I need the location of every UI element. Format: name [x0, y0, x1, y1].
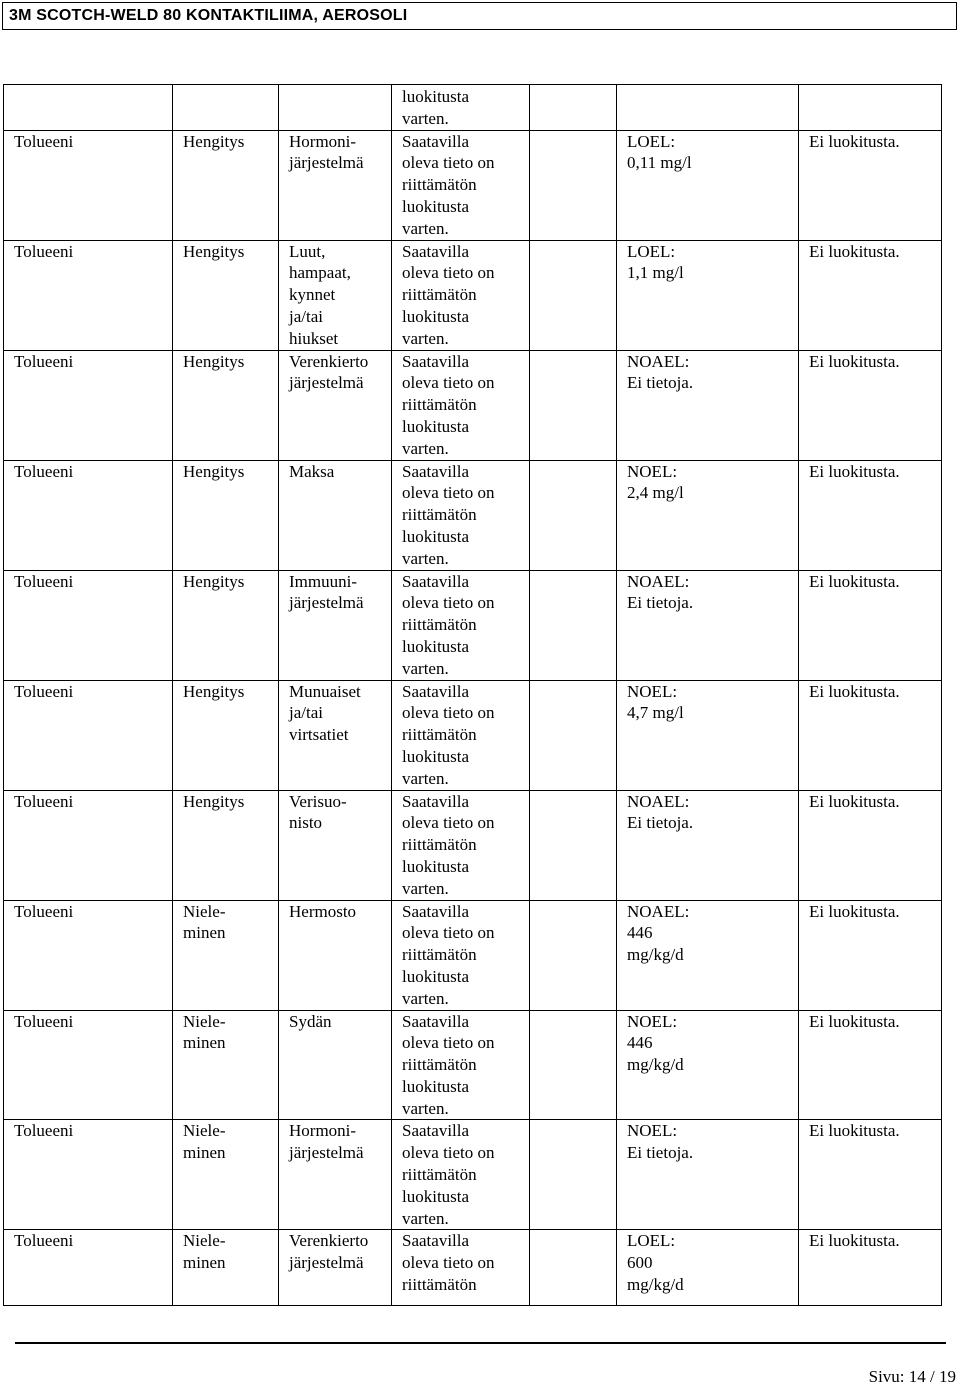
substance-cell: Tolueeni — [4, 1120, 173, 1230]
value-cell: Saatavilla oleva tieto on riittämätön luokitusta varten. — [392, 680, 530, 790]
species-cell — [530, 680, 617, 790]
organ-cell: Sydän — [279, 1010, 392, 1120]
organ-cell: Verenkierto järjestelmä — [279, 1230, 392, 1306]
value-cell: Saatavilla oleva tieto on riittämätön luokitusta varten. — [392, 570, 530, 680]
page-number: Sivu: 14 / 19 — [868, 1367, 956, 1386]
classification-cell — [799, 85, 942, 131]
footer-divider — [15, 1342, 946, 1344]
test-result-cell: NOAEL: Ei tietoja. — [617, 570, 799, 680]
route-cell: Hengitys — [173, 460, 279, 570]
route-cell: Hengitys — [173, 570, 279, 680]
substance-cell: Tolueeni — [4, 130, 173, 240]
test-result-cell: NOEL: Ei tietoja. — [617, 1120, 799, 1230]
table-row — [4, 240, 942, 350]
value-cell: Saatavilla oleva tieto on riittämätön — [392, 1230, 530, 1306]
route-cell: Niele- minen — [173, 1010, 279, 1120]
classification-cell: Ei luokitusta. — [799, 570, 942, 680]
route-cell — [173, 85, 279, 131]
test-result-cell: NOEL: 2,4 mg/l — [617, 460, 799, 570]
classification-cell: Ei luokitusta. — [799, 350, 942, 460]
table-body — [4, 85, 942, 1306]
species-cell — [530, 1010, 617, 1120]
table-row — [4, 790, 942, 900]
route-cell: Hengitys — [173, 130, 279, 240]
organ-cell: Hormoni- järjestelmä — [279, 130, 392, 240]
test-result-cell — [617, 85, 799, 131]
substance-cell: Tolueeni — [4, 900, 173, 1010]
substance-cell: Tolueeni — [4, 1230, 173, 1306]
organ-cell: Verenkierto järjestelmä — [279, 350, 392, 460]
route-cell: Hengitys — [173, 350, 279, 460]
organ-cell: Maksa — [279, 460, 392, 570]
test-result-cell: LOEL: 600 mg/kg/d — [617, 1230, 799, 1306]
species-cell — [530, 900, 617, 1010]
value-cell: Saatavilla oleva tieto on riittämätön luokitusta varten. — [392, 790, 530, 900]
document-header — [2, 2, 957, 30]
classification-cell: Ei luokitusta. — [799, 130, 942, 240]
classification-cell: Ei luokitusta. — [799, 240, 942, 350]
table-row — [4, 1010, 942, 1120]
species-cell — [530, 1120, 617, 1230]
table-row — [4, 130, 942, 240]
route-cell: Niele- minen — [173, 1230, 279, 1306]
table-row — [4, 570, 942, 680]
species-cell — [530, 350, 617, 460]
table-row — [4, 1120, 942, 1230]
substance-cell: Tolueeni — [4, 570, 173, 680]
organ-cell — [279, 85, 392, 131]
organ-cell: Munuaiset ja/tai virtsatiet — [279, 680, 392, 790]
test-result-cell: NOAEL: 446 mg/kg/d — [617, 900, 799, 1010]
route-cell: Niele- minen — [173, 900, 279, 1010]
test-result-cell: NOAEL: Ei tietoja. — [617, 350, 799, 460]
test-result-cell: NOEL: 446 mg/kg/d — [617, 1010, 799, 1120]
route-cell: Hengitys — [173, 240, 279, 350]
value-cell: Saatavilla oleva tieto on riittämätön luokitusta varten. — [392, 1010, 530, 1120]
organ-cell: Luut, hampaat, kynnet ja/tai hiukset — [279, 240, 392, 350]
value-cell: luokitusta varten. — [392, 85, 530, 131]
substance-cell: Tolueeni — [4, 240, 173, 350]
table-row — [4, 1230, 942, 1306]
classification-cell: Ei luokitusta. — [799, 1010, 942, 1120]
table-row — [4, 460, 942, 570]
value-cell: Saatavilla oleva tieto on riittämätön luokitusta varten. — [392, 130, 530, 240]
test-result-cell: LOEL: 1,1 mg/l — [617, 240, 799, 350]
species-cell — [530, 1230, 617, 1306]
table-row — [4, 680, 942, 790]
organ-cell: Hormoni- järjestelmä — [279, 1120, 392, 1230]
table-row — [4, 350, 942, 460]
value-cell: Saatavilla oleva tieto on riittämätön luokitusta varten. — [392, 240, 530, 350]
test-result-cell: NOEL: 4,7 mg/l — [617, 680, 799, 790]
route-cell: Hengitys — [173, 680, 279, 790]
species-cell — [530, 790, 617, 900]
classification-cell: Ei luokitusta. — [799, 460, 942, 570]
classification-cell: Ei luokitusta. — [799, 1120, 942, 1230]
species-cell — [530, 460, 617, 570]
substance-cell: Tolueeni — [4, 350, 173, 460]
substance-cell — [4, 85, 173, 131]
route-cell: Niele- minen — [173, 1120, 279, 1230]
organ-cell: Hermosto — [279, 900, 392, 1010]
value-cell: Saatavilla oleva tieto on riittämätön luokitusta varten. — [392, 460, 530, 570]
classification-cell: Ei luokitusta. — [799, 1230, 942, 1306]
route-cell: Hengitys — [173, 790, 279, 900]
test-result-cell: LOEL: 0,11 mg/l — [617, 130, 799, 240]
table-row — [4, 900, 942, 1010]
species-cell — [530, 570, 617, 680]
classification-cell: Ei luokitusta. — [799, 680, 942, 790]
test-result-cell: NOAEL: Ei tietoja. — [617, 790, 799, 900]
substance-cell: Tolueeni — [4, 1010, 173, 1120]
species-cell — [530, 240, 617, 350]
substance-cell: Tolueeni — [4, 460, 173, 570]
substance-cell: Tolueeni — [4, 680, 173, 790]
classification-cell: Ei luokitusta. — [799, 900, 942, 1010]
classification-cell: Ei luokitusta. — [799, 790, 942, 900]
organ-cell: Verisuo- nisto — [279, 790, 392, 900]
species-cell — [530, 130, 617, 240]
document-title: 3M SCOTCH-WELD 80 KONTAKTILIIMA, AEROSOLI — [9, 7, 408, 24]
toxicity-table — [3, 84, 942, 1306]
substance-cell: Tolueeni — [4, 790, 173, 900]
value-cell: Saatavilla oleva tieto on riittämätön luokitusta varten. — [392, 900, 530, 1010]
value-cell: Saatavilla oleva tieto on riittämätön luokitusta varten. — [392, 350, 530, 460]
value-cell: Saatavilla oleva tieto on riittämätön luokitusta varten. — [392, 1120, 530, 1230]
table-row — [4, 85, 942, 131]
species-cell — [530, 85, 617, 131]
organ-cell: Immuuni- järjestelmä — [279, 570, 392, 680]
